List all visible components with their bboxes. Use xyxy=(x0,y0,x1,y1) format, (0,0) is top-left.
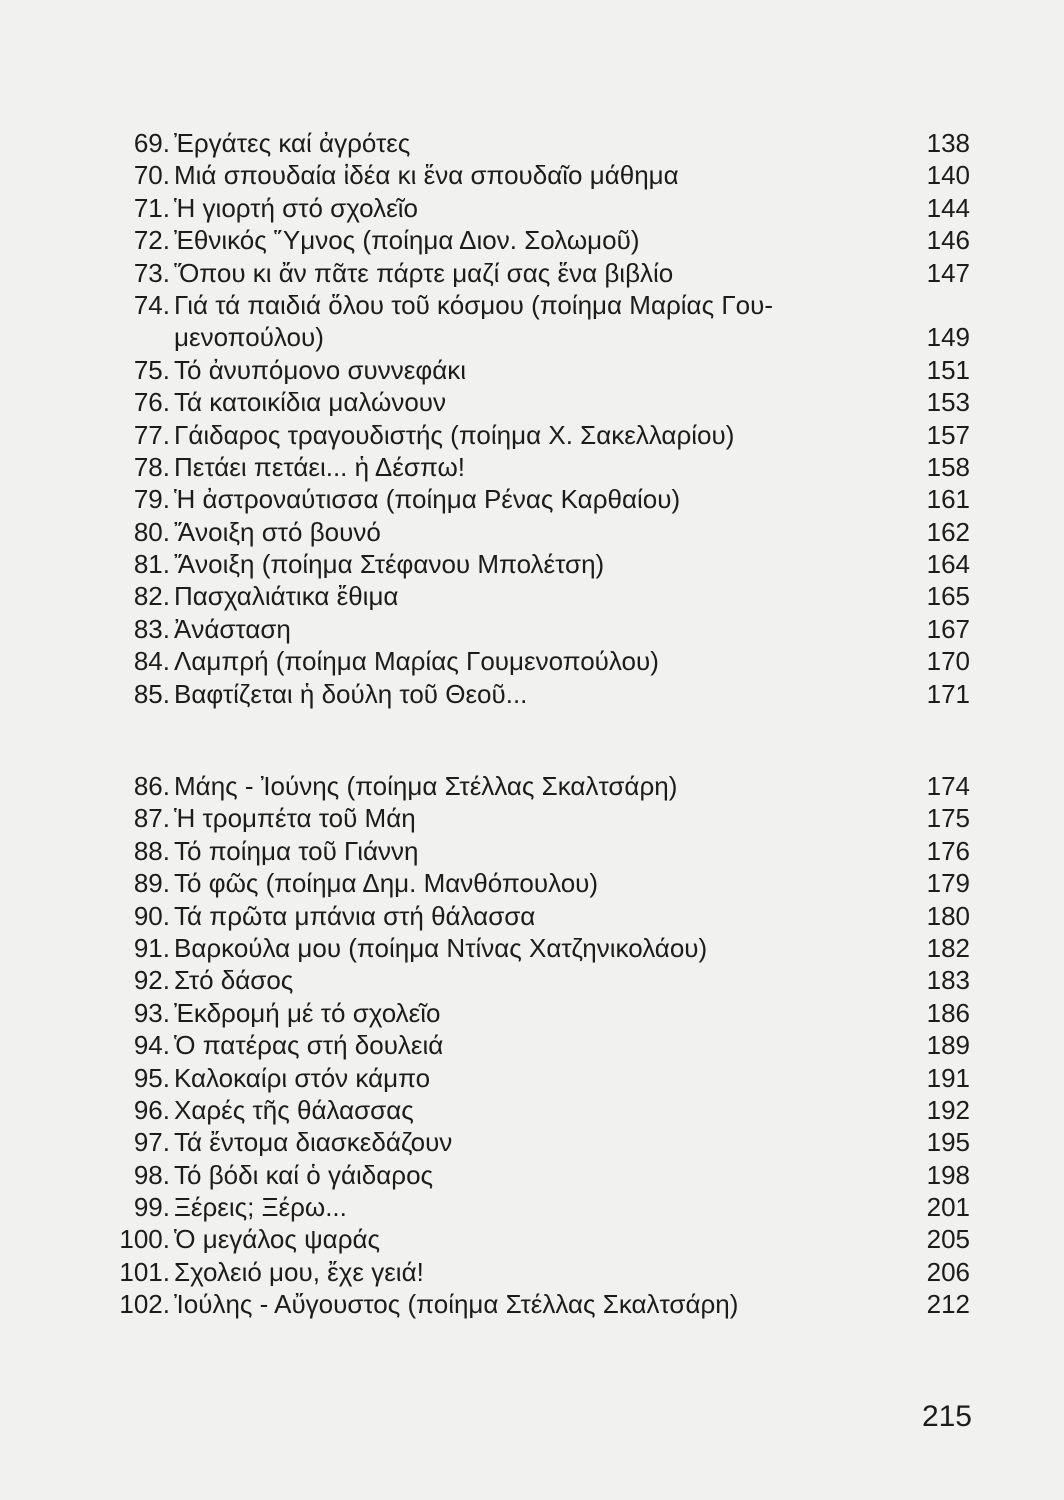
entry-number: 81. xyxy=(133,549,170,580)
entry-page: 151 xyxy=(926,354,970,385)
entry-page: 205 xyxy=(926,1224,970,1255)
entry-page: 201 xyxy=(926,1192,970,1223)
entry-number: 97. xyxy=(133,1127,170,1158)
entry-page: 195 xyxy=(926,1127,970,1158)
entry-number: 89. xyxy=(133,868,170,899)
entry-title: Βαρκούλα μου (ποίημα Ντίνας Χατζηνικολάου) xyxy=(174,932,708,963)
entry-title: Βαφτίζεται ἡ δούλη τοῦ Θεοῦ... xyxy=(174,678,528,709)
toc-entry xyxy=(110,159,970,191)
entry-page: 164 xyxy=(926,549,970,580)
toc-entry xyxy=(110,516,970,548)
toc-entry xyxy=(110,1256,970,1288)
toc-entry xyxy=(110,932,970,964)
entry-title: Τό φῶς (ποίημα Δημ. Μανθόπουλου) xyxy=(174,868,599,899)
entry-number: 78. xyxy=(133,451,170,482)
toc-entry xyxy=(110,613,970,645)
toc-entry xyxy=(110,1288,970,1320)
entry-title: Μιά σπουδαία ἰδέα κι ἕνα σπουδαῖο μάθημα xyxy=(174,160,679,191)
entry-page: 140 xyxy=(926,160,970,191)
entry-number: 102. xyxy=(119,1289,170,1320)
toc-entry xyxy=(110,224,970,256)
entry-page: 138 xyxy=(926,128,970,158)
entry-number: 73. xyxy=(133,257,170,288)
entry-page: 171 xyxy=(926,678,970,709)
entry-page: 153 xyxy=(926,387,970,418)
toc-entry xyxy=(110,1062,970,1094)
toc-entry xyxy=(110,451,970,483)
entry-number: 85. xyxy=(133,678,170,709)
entry-page: 183 xyxy=(926,965,970,996)
entry-number: 70. xyxy=(133,160,170,191)
entry-number: 76. xyxy=(133,387,170,418)
entry-number: 96. xyxy=(133,1094,170,1125)
entry-title: Τό ἀνυπόμονο συννεφάκι xyxy=(174,354,467,385)
entry-page: 147 xyxy=(926,257,970,288)
entry-title-continued: μενοπούλου) xyxy=(174,322,324,353)
entry-title: Γιά τά παιδιά ὅλου τοῦ κόσμου (ποίημα Μαρίας Γου- xyxy=(174,289,773,320)
entry-number: 98. xyxy=(133,1159,170,1190)
entry-page: 179 xyxy=(926,868,970,899)
entry-title: Ἰούλης - Αὔγουστος (ποίημα Στέλλας Σκαλτσάρη) xyxy=(174,1289,739,1320)
entry-number: 101. xyxy=(119,1256,170,1287)
toc-entry xyxy=(110,1126,970,1158)
toc-entry xyxy=(110,964,970,996)
entry-page: 182 xyxy=(926,932,970,963)
entry-title: Τό ποίημα τοῦ Γιάννη xyxy=(174,835,419,866)
entry-title: Τά κατοικίδια μαλώνουν xyxy=(174,387,447,418)
entry-page: 167 xyxy=(926,613,970,644)
entry-page: 161 xyxy=(926,484,970,515)
entry-number: 75. xyxy=(133,354,170,385)
entry-page: 180 xyxy=(926,900,970,931)
entry-title: Καλοκαίρι στόν κάμπο xyxy=(174,1062,431,1093)
entry-page: 144 xyxy=(926,192,970,223)
entry-number: 91. xyxy=(133,932,170,963)
entry-page: 174 xyxy=(926,771,970,801)
toc-entry xyxy=(110,257,970,289)
entry-number: 80. xyxy=(133,516,170,547)
entry-title: Ἄνοιξη (ποίημα Στέφανου Μπολέτση) xyxy=(174,549,605,580)
entry-title: Τά πρῶτα μπάνια στή θάλασσα xyxy=(174,900,536,931)
entry-page: 206 xyxy=(926,1256,970,1287)
entry-title: Ἐκδρομή μέ τό σχολεῖο xyxy=(174,997,441,1028)
toc-entry xyxy=(110,289,970,321)
entry-title: Ἀνάσταση xyxy=(174,613,291,644)
toc-entry xyxy=(110,835,970,867)
entry-number: 93. xyxy=(133,997,170,1028)
toc-entry xyxy=(110,192,970,224)
entry-title: Γάιδαρος τραγουδιστής (ποίημα Χ. Σακελλαρίου) xyxy=(174,419,735,450)
toc-entry xyxy=(110,548,970,580)
entry-number: 92. xyxy=(133,965,170,996)
toc-entry xyxy=(110,770,970,802)
toc-entry xyxy=(110,419,970,451)
entry-title: Στό δάσος xyxy=(174,965,294,996)
entry-page: 162 xyxy=(926,516,970,547)
toc-entry xyxy=(110,1094,970,1126)
entry-title: Ἄνοιξη στό βουνό xyxy=(174,516,381,547)
entry-number: 88. xyxy=(133,835,170,866)
entry-title: Λαμπρή (ποίημα Μαρίας Γουμενοπούλου) xyxy=(174,646,659,677)
entry-number: 83. xyxy=(133,613,170,644)
entry-number: 77. xyxy=(133,419,170,450)
entry-page: 212 xyxy=(926,1289,970,1320)
toc-entry xyxy=(110,1191,970,1223)
entry-number: 72. xyxy=(133,225,170,256)
entry-title: Ὁ πατέρας στή δουλειά xyxy=(174,1030,444,1061)
toc-entry xyxy=(110,483,970,515)
toc-entry xyxy=(110,1223,970,1255)
entry-title: Ὁ μεγάλος ψαράς xyxy=(174,1224,381,1255)
entry-title: Ἡ ἀστροναύτισσα (ποίημα Ρένας Καρθαίου) xyxy=(174,484,681,515)
entry-title: Τό βόδι καί ὁ γάιδαρος xyxy=(174,1159,434,1190)
entry-title: Μάης - Ἰούνης (ποίημα Στέλλας Σκαλτσάρη) xyxy=(174,771,678,801)
toc-entry xyxy=(110,1029,970,1061)
entry-title: Ἐργάτες καί ἀγρότες xyxy=(174,128,411,158)
entry-page: 176 xyxy=(926,835,970,866)
toc-entry xyxy=(110,354,970,386)
entry-title: Ἡ τρομπέτα τοῦ Μάη xyxy=(174,803,416,834)
toc-entry xyxy=(110,997,970,1029)
entry-number: 69. xyxy=(133,128,170,158)
entry-number: 87. xyxy=(133,803,170,834)
entry-number: 94. xyxy=(133,1030,170,1061)
toc-entry xyxy=(110,900,970,932)
toc-entry xyxy=(110,867,970,899)
toc-section-2 xyxy=(110,770,970,1321)
entry-number: 82. xyxy=(133,581,170,612)
entry-number: 74. xyxy=(133,289,170,320)
toc-entry xyxy=(110,127,970,159)
entry-page: 157 xyxy=(926,419,970,450)
entry-page: 192 xyxy=(926,1094,970,1125)
entry-number: 79. xyxy=(133,484,170,515)
entry-title: Χαρές τῆς θάλασσας xyxy=(174,1094,414,1125)
entry-page: 186 xyxy=(926,997,970,1028)
entry-title: Πετάει πετάει... ἡ Δέσπω! xyxy=(174,451,465,482)
toc-entry xyxy=(110,580,970,612)
entry-title: Σχολειό μου, ἔχε γειά! xyxy=(174,1256,424,1287)
entry-page: 191 xyxy=(926,1062,970,1093)
entry-page: 175 xyxy=(926,803,970,834)
entry-page: 198 xyxy=(926,1159,970,1190)
entry-title: Ἡ γιορτή στό σχολεῖο xyxy=(174,192,418,223)
entry-page: 149 xyxy=(926,322,970,353)
entry-title: Ἐθνικός Ὕμνος (ποίημα Διον. Σολωμοῦ) xyxy=(174,225,640,256)
entry-number: 84. xyxy=(133,646,170,677)
entry-page: 158 xyxy=(926,451,970,482)
entry-title: Ὅπου κι ἄν πᾶτε πάρτε μαζί σας ἕνα βιβλίο xyxy=(174,257,674,288)
entry-page: 170 xyxy=(926,646,970,677)
toc-entry xyxy=(110,386,970,418)
entry-number: 71. xyxy=(133,192,170,223)
entry-number: 86. xyxy=(133,771,170,801)
toc-section-1 xyxy=(110,127,970,710)
entry-page: 165 xyxy=(926,581,970,612)
toc-entry xyxy=(110,645,970,677)
entry-title: Τά ἔντομα διασκεδάζουν xyxy=(174,1127,453,1158)
toc-entry xyxy=(110,1159,970,1191)
page-number: 215 xyxy=(921,1400,972,1433)
entry-title: Πασχαλιάτικα ἔθιμα xyxy=(174,581,399,612)
toc-entry xyxy=(110,802,970,834)
toc-entry xyxy=(110,678,970,710)
entry-page: 189 xyxy=(926,1030,970,1061)
entry-title: Ξέρεις; Ξέρω... xyxy=(174,1192,347,1223)
entry-page: 146 xyxy=(926,225,970,256)
entry-number: 95. xyxy=(133,1062,170,1093)
entry-number: 99. xyxy=(133,1192,170,1223)
entry-number: 100. xyxy=(119,1224,170,1255)
toc-entry-continuation xyxy=(110,321,970,353)
entry-number: 90. xyxy=(133,900,170,931)
